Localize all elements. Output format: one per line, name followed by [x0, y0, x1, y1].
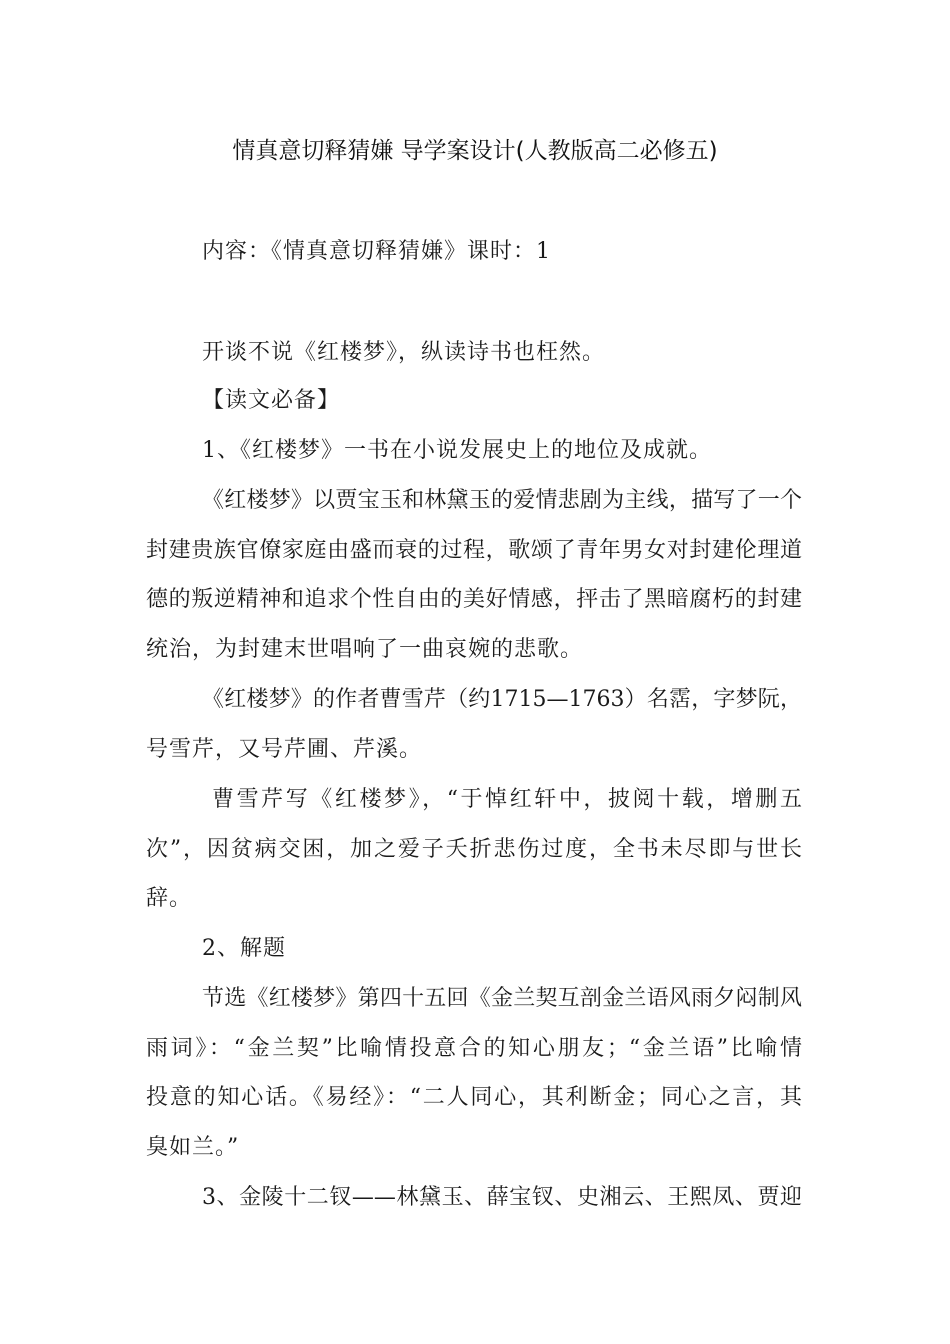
item2-heading: 2、解题 [202, 936, 286, 961]
para1-line: 统治，为封建末世唱响了一曲哀婉的悲歌。 [146, 637, 584, 662]
para3-line: 曹雪芹写《红楼梦》，“于悼红轩中，披阅十载，增删五 [212, 787, 802, 812]
para4-line: 投意的知心话。《易经》：“二人同心，其利断金；同心之言，其 [146, 1085, 802, 1110]
para1-line: 封建贵族官僚家庭由盛而衰的过程，歌颂了青年男女对封建伦理道 [146, 538, 802, 563]
para1-line: 《红楼梦》以贾宝玉和林黛玉的爱情悲剧为主线，描写了一个 [202, 488, 802, 513]
para3-line: 辞。 [146, 886, 193, 911]
para4-line: 雨词》：“金兰契”比喻情投意合的知心朋友；“金兰语”比喻情 [146, 1036, 802, 1061]
para2-line: 《红楼梦》的作者曹雪芹（约1715—1763）名霑，字梦阮， [202, 687, 802, 712]
item3-line: 3、金陵十二钗——林黛玉、薛宝钗、史湘云、王熙凤、贾迎 [202, 1185, 802, 1210]
document-title: 情真意切释猜嫌 导学案设计(人教版高二必修五) [232, 138, 718, 164]
para3-line: 次”，因贫病交困，加之爱子夭折悲伤过度，全书未尽即与世长 [146, 837, 802, 862]
para2-line: 号雪芹，又号芹圃、芹溪。 [146, 737, 423, 762]
meta-line: 内容：《情真意切释猜嫌》课时：1 [202, 239, 551, 264]
para1-line: 德的叛逆精神和追求个性自由的美好情感，抨击了黑暗腐朽的封建 [146, 587, 802, 612]
item1-heading: 1、《红楼梦》一书在小说发展史上的地位及成就。 [202, 438, 712, 463]
section-heading: 【读文必备】 [202, 388, 341, 413]
para4-line: 节选《红楼梦》第四十五回《金兰契互剖金兰语风雨夕闷制风 [202, 986, 802, 1011]
epigraph: 开谈不说《红楼梦》，纵读诗书也枉然。 [202, 340, 606, 365]
para4-line: 臭如兰。” [146, 1135, 240, 1160]
